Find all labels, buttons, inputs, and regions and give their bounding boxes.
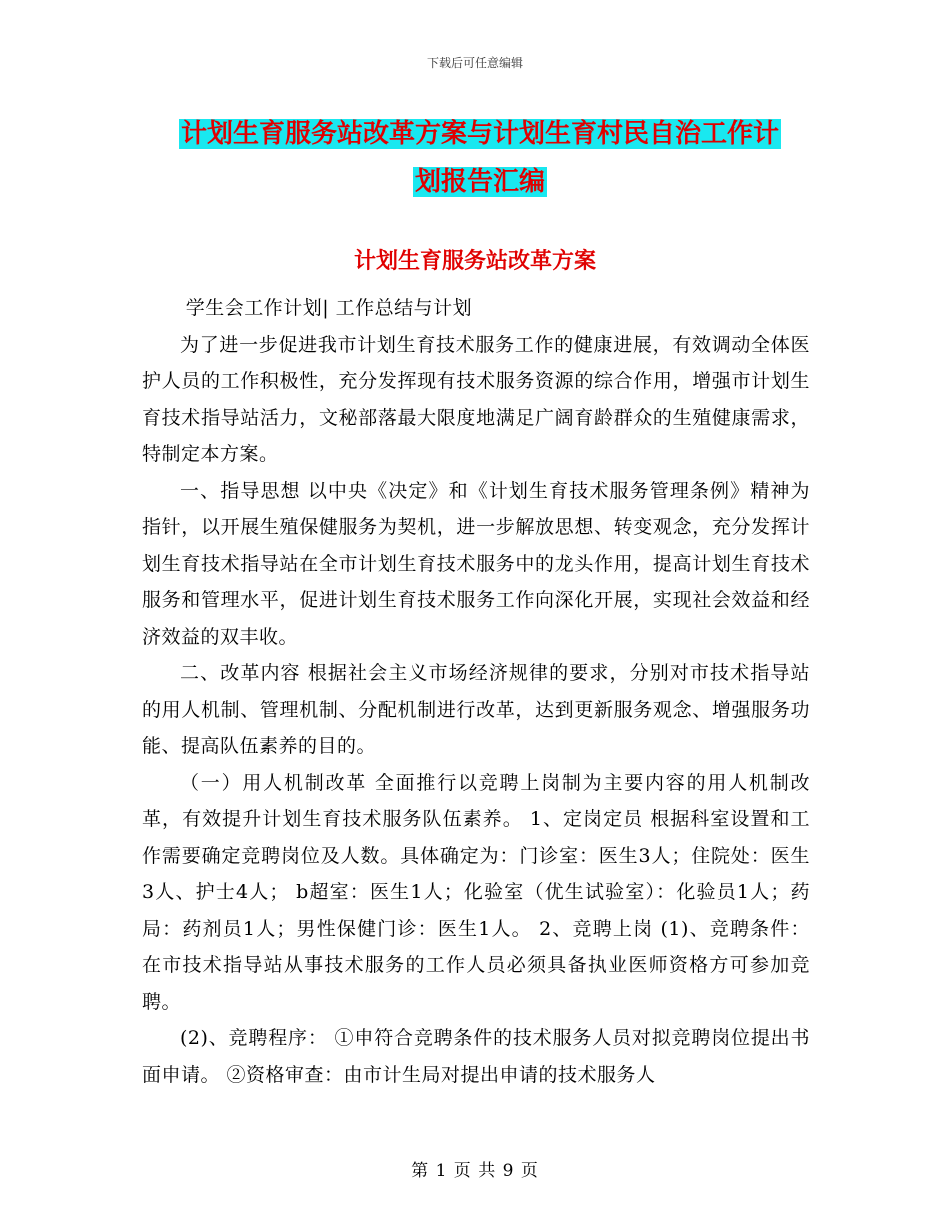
body-text [142,290,810,1093]
paragraph-intro: 为了进一步促进我市计划生育技术服务工作的健康进展，有效调动全体医护人员的工作积极性，充分发挥现有技术服务资源的综合作用，增强市计划生育技术指导站活力，文秘部落最大限度地满足广阔育龄群众的生殖健康需求，特制定本方案。 [142,333,810,465]
document-title [140,110,820,206]
page-footer: 第 1 页 共 9 页 [411,1161,539,1181]
title-line-2: 划报告汇编 [414,167,545,197]
paragraph-guiding-thought: 一、指导思想 以中央《决定》和《计划生育技术服务管理条例》精神为指针，以开展生殖保健服务为契机，进一步解放思想、转变观念，充分发挥计划生育技术指导站在全市计划生育技术服务中的龙头作用，提高计划生育技术服务和管理水平，促进计划生育技术服务工作向深化开展，实现社会效益和经济效益的双丰收。 [142,479,810,648]
paragraph-competition-procedure: (2)、竞聘程序： ①申符合竞聘条件的技术服务人员对拟竞聘岗位提出书面申请。 ②资格审查：由市计生局对提出申请的技术服务人 [142,1027,810,1086]
paragraph-reform-content: 二、改革内容 根据社会主义市场经济规律的要求，分别对市技术指导站的用人机制、管理机制、分配机制进行改革，达到更新服务观念、增强服务功能、提高队伍素养的目的。 [142,662,810,757]
paragraph-category: 学生会工作计划| 工作总结与计划 [185,297,473,319]
header-note: 下载后可任意编辑 [426,56,523,70]
title-line-1: 计划生育服务站改革方案与计划生育村民自治工作计 [180,119,779,149]
paragraph-employment-reform: （一）用人机制改革 全面推行以竞聘上岗制为主要内容的用人机制改革，有效提升计划生育技术服务队伍素养。 1、定岗定员 根据科室设置和工作需要确定竞聘岗位及人数。具体确定为：门诊室：医生3人；住院处：医生3人、护士4人； b超室：医生1人；化验室（优生试验室）：化验员1人；药局：药剂员1人；男性保健门诊：医生1人。 2、竞聘上岗 (1)、竞聘条件： 在市技术指导站从事技术服务的工作人员必须具备执业医师资格方可参加竞聘。 [142,771,810,1013]
section-title: 计划生育服务站改革方案 [353,249,596,274]
